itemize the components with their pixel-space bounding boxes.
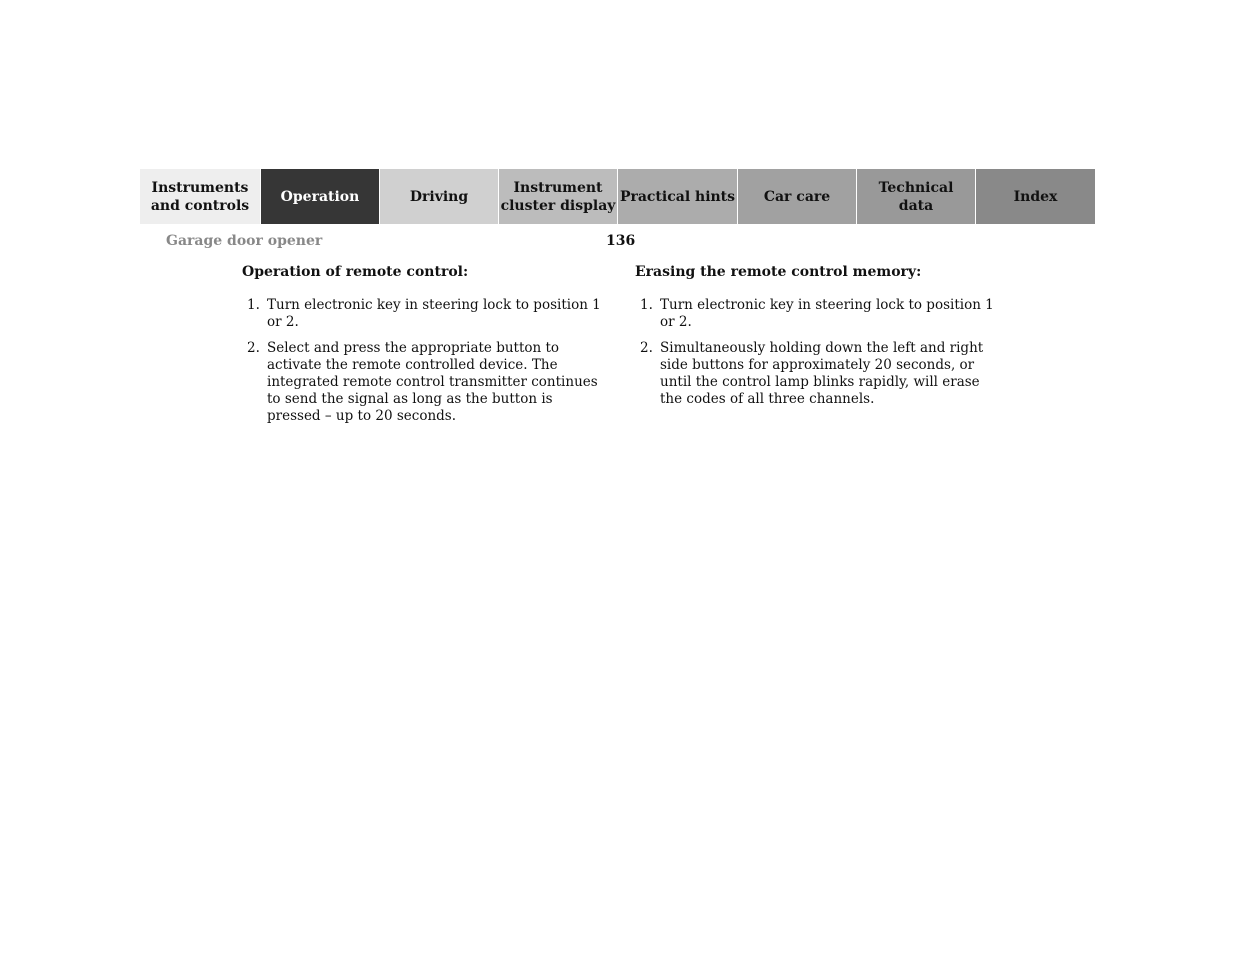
left-heading: Operation of remote control: <box>242 264 469 280</box>
right-steps <box>635 297 1000 408</box>
left-column <box>242 264 607 434</box>
list-item <box>242 297 607 331</box>
tab-instruments-and-controls[interactable]: Instruments and controls <box>140 169 260 224</box>
page-number: 136 <box>606 233 636 249</box>
step-number: 1. <box>640 297 653 313</box>
section-title: Garage door opener <box>166 233 323 249</box>
step-number: 2. <box>640 340 653 356</box>
step-text: Select and press the appropriate button to activate the remote controlled device. The integrated remote control transmitter continues to send the signal as long as the button is pressed – up to 20 seconds. <box>267 340 598 424</box>
step-text: Simultaneously holding down the left and right side buttons for approximately 20 seconds, or until the control lamp blinks rapidly, will erase the codes of all three channels. <box>660 340 984 407</box>
step-number: 2. <box>247 340 260 356</box>
tab-practical-hints[interactable]: Practical hints <box>617 169 737 224</box>
tab-technical-data[interactable]: Technical data <box>856 169 975 224</box>
tab-instrument-cluster-display[interactable]: Instrument cluster display <box>498 169 617 224</box>
list-item <box>635 340 1000 408</box>
tab-index[interactable]: Index <box>975 169 1095 224</box>
tab-driving[interactable]: Driving <box>379 169 498 224</box>
tab-operation[interactable]: Operation <box>260 169 379 224</box>
step-text: Turn electronic key in steering lock to position 1 or 2. <box>660 297 994 330</box>
list-item <box>242 340 607 425</box>
chapter-nav <box>140 169 1095 224</box>
step-number: 1. <box>247 297 260 313</box>
tab-car-care[interactable]: Car care <box>737 169 856 224</box>
list-item <box>635 297 1000 331</box>
right-heading: Erasing the remote control memory: <box>635 264 922 280</box>
left-steps <box>242 297 607 425</box>
right-column <box>635 264 1000 417</box>
step-text: Turn electronic key in steering lock to position 1 or 2. <box>267 297 601 330</box>
